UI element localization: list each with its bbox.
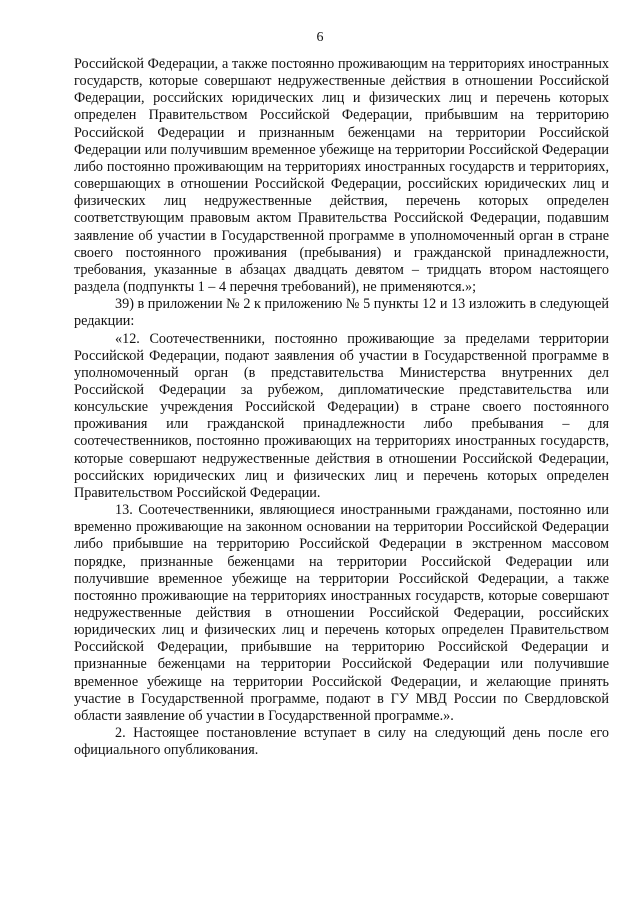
paragraph-item-39: 39) в приложении № 2 к приложению № 5 пункты 12 и 13 изложить в следующей редакции: <box>74 296 609 330</box>
page-number: 6 <box>316 30 324 45</box>
paragraph-point-13: 13. Соотечественники, являющиеся иностранными гражданами, постоянно или временно проживающие на законном основании на территории Российской Федерации либо прибывшие на территорию Российской Федерации в экстренном массовом порядке, признанные беженцами на территории Российской Федерации или получившие временное убежище на территории Российской Федерации, а также постоянно проживающие на территориях иностранных государств, которые совершают недружественные действия в отношении Российской Федерации, российских юридических лиц и физических лиц и перечень которых определен Правительством Российской Федерации, прибывшие на территорию Российской Федерации и признанные беженцами на территории Российской Федерации или получившие временное убежище на территории Российской Федерации, и желающие принять участие в Государственной программе, подают в ГУ МВД России по Свердловской области заявление об участии в Государственной программе.». <box>74 502 609 724</box>
paragraph-point-12: «12. Соотечественники, постоянно проживающие за пределами территории Российской Федерации, подают заявления об участии в Государственной программе в уполномоченный орган (в представительства Министерства внутренних дел Российской Федерации за рубежом, дипломатические представительства или консульские учреждения Российской Федерации) в стране своего постоянного проживания или гражданской принадлежности либо пребывания – для соотечественников, постоянно проживающих на территориях иностранных государств, которые совершают недружественные действия в отношении Российской Федерации, российских юридических лиц и физических лиц и перечень которых определен Правительством Российской Федерации. <box>74 330 609 501</box>
document-body <box>74 56 609 759</box>
paragraph-effective-date: 2. Настоящее постановление вступает в силу на следующий день после его официального опубликования. <box>74 725 609 759</box>
paragraph-continuation: Российской Федерации, а также постоянно проживающим на территориях иностранных государств, которые совершают недружественные действия в отношении Российской Федерации, российских юридических лиц и физических лиц и перечень которых определен Правительством Российской Федерации, прибывшим на территорию Российской Федерации и признанным беженцами на территории Российской Федерации или получившим временное убежище на территории Российской Федерации либо постоянно проживающим на территориях иностранных государств и территориях, совершающих в отношении Российской Федерации, российских юридических лиц и физических лиц недружественные действия, перечень которых определен соответствующим правовым актом Правительства Российской Федерации, подавшим заявление об участии в Государственной программе в уполномоченный орган в стране своего постоянного проживания (пребывания) и гражданской принадлежности, требования, указанные в абзацах двадцать девятом – тридцать втором настоящего раздела (подпункты 1 – 4 перечня требований), не применяются.»; <box>74 56 609 296</box>
